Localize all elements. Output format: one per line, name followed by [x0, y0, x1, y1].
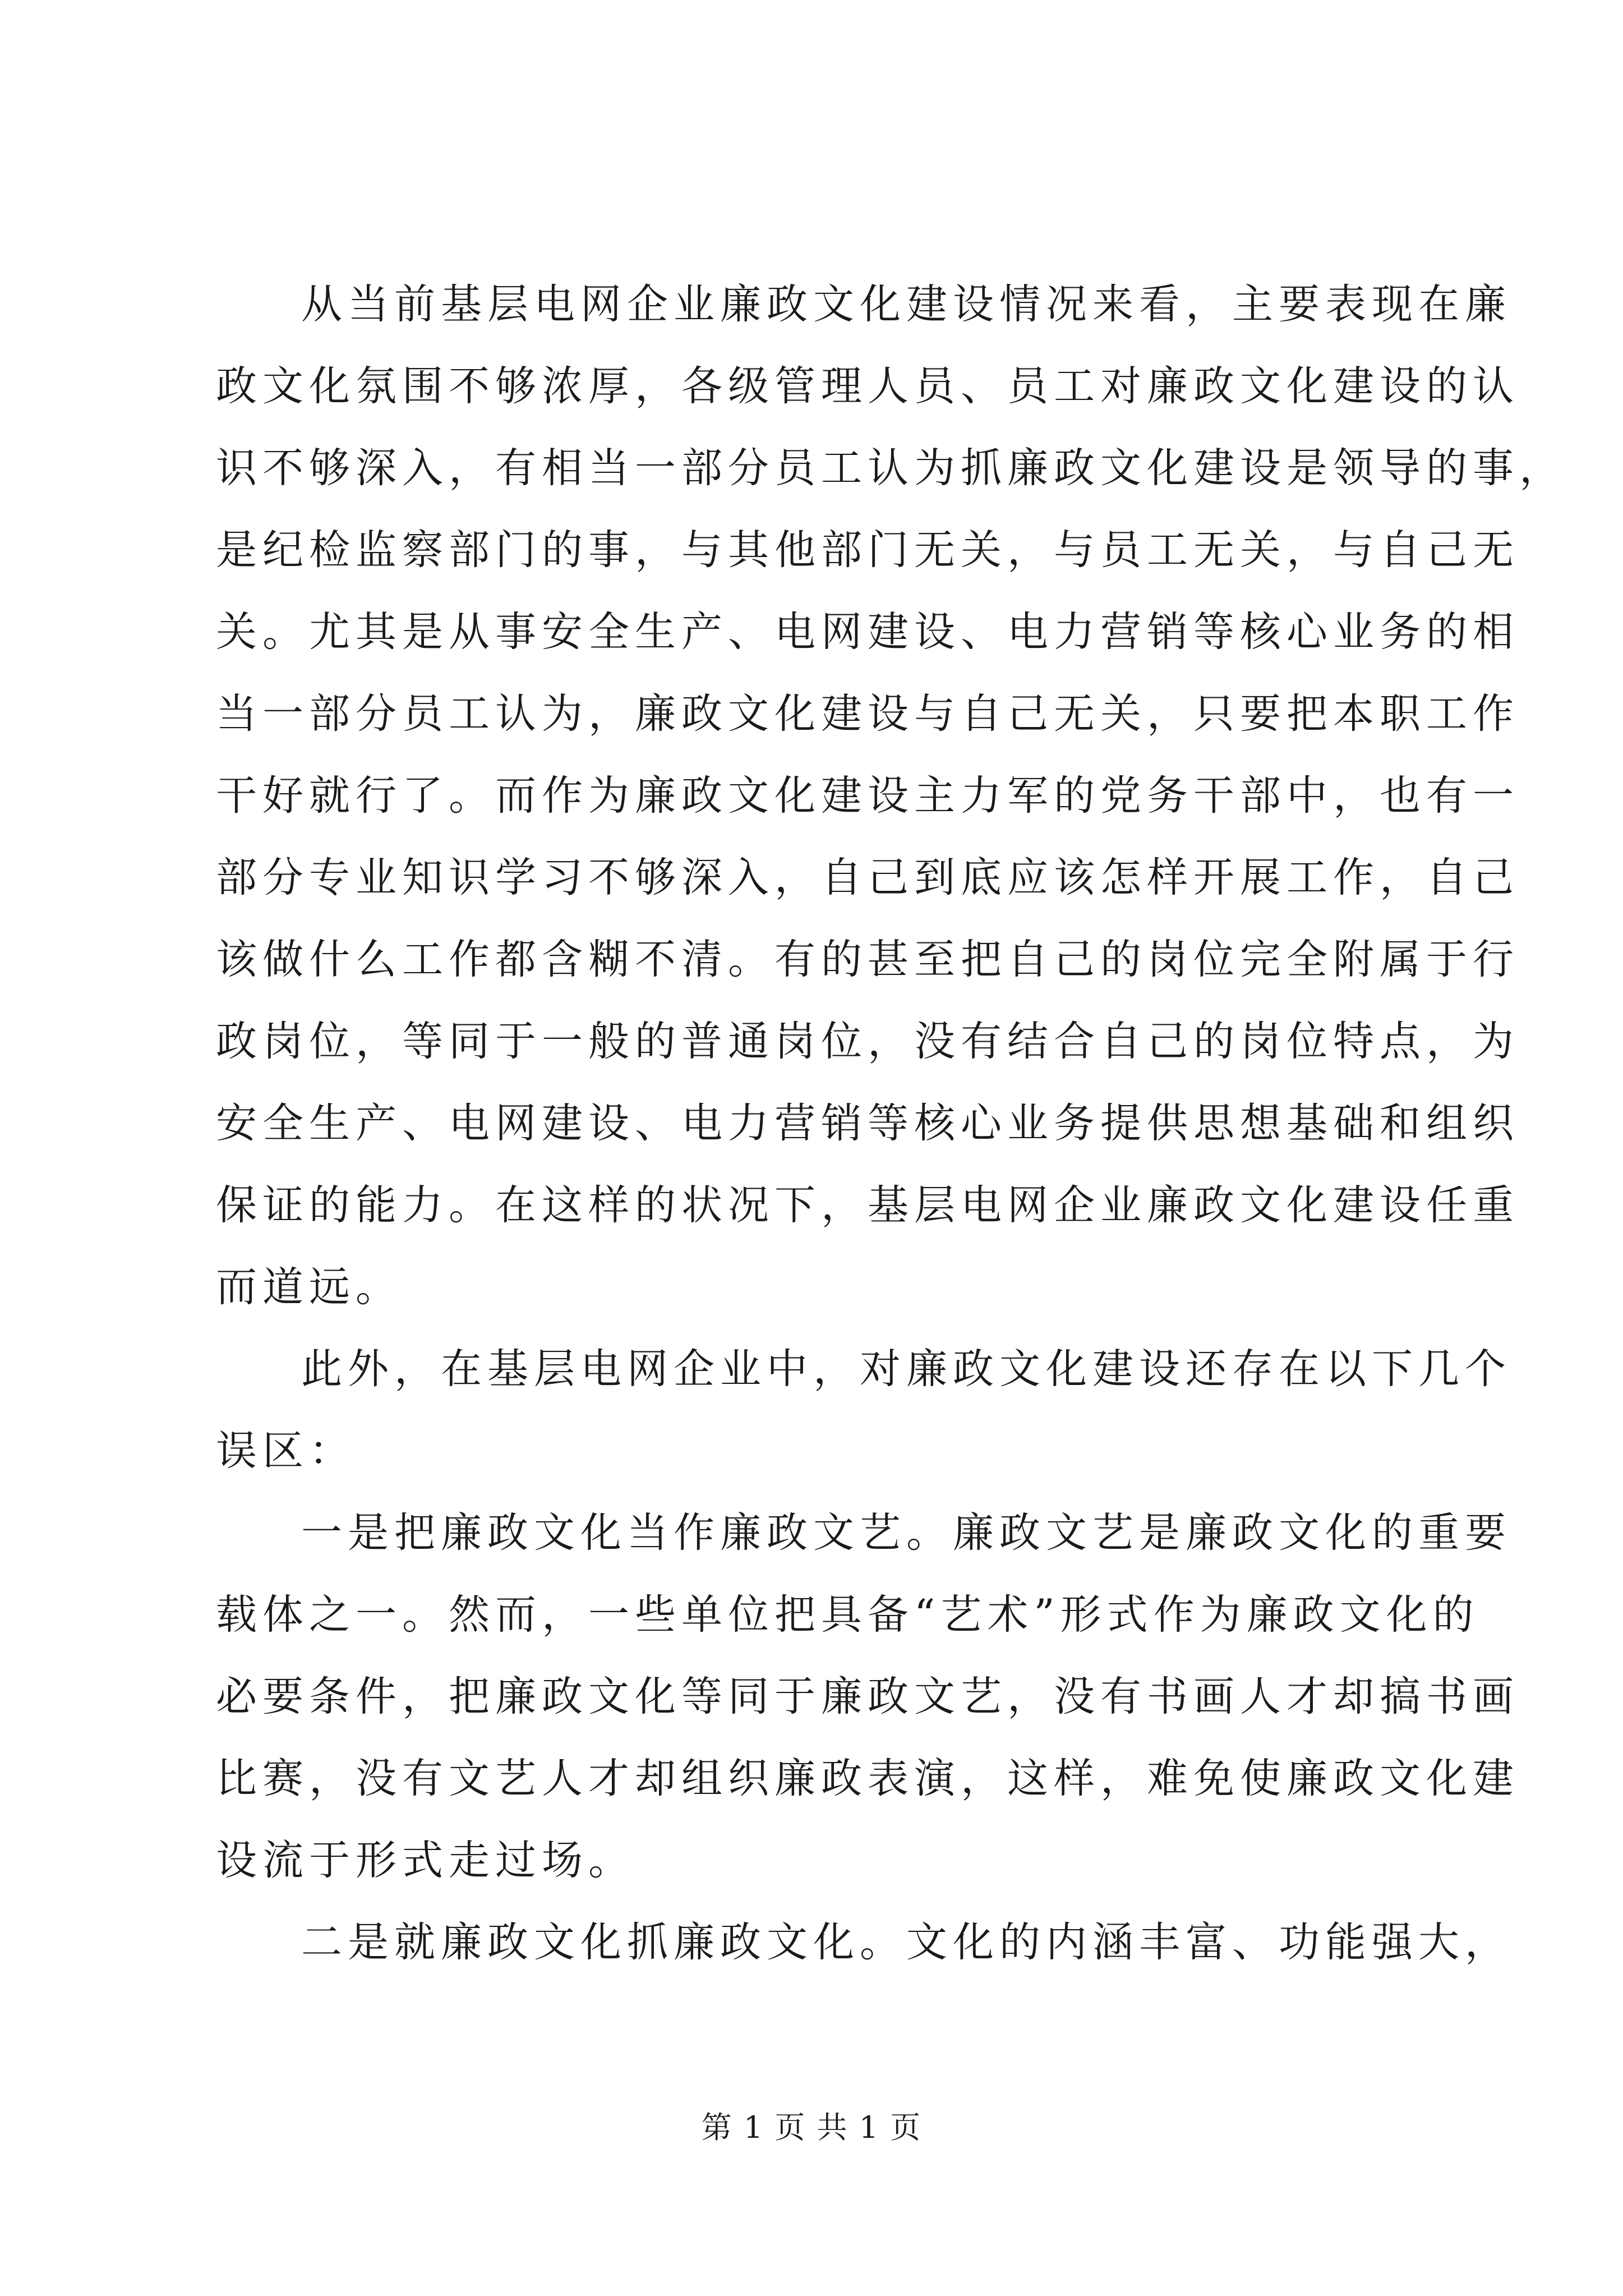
- body-text: [216, 264, 1566, 1984]
- paragraph-line: 比赛，没有文艺人才却组织廉政表演，这样，难免使廉政文化建: [216, 1755, 1519, 1802]
- paragraph-line: 该做什么工作都含糊不清。有的甚至把自己的岗位完全附属于行: [216, 936, 1519, 983]
- paragraph-line: 误区：: [216, 1427, 356, 1475]
- paragraph-line: 必要条件，把廉政文化等同于廉政文艺，没有书画人才却搞书画: [216, 1673, 1519, 1720]
- paragraph-line: 从当前基层电网企业廉政文化建设情况来看，主要表现在廉: [301, 280, 1511, 328]
- paragraph-line: 部分专业知识学习不够深入，自己到底应该怎样开展工作，自己: [216, 854, 1519, 901]
- paragraph-line: 安全生产、电网建设、电力营销等核心业务提供思想基础和组织: [216, 1099, 1519, 1147]
- paragraph-line: 载体之一。然而，一些单位把具备“艺术”形式作为廉政文化的: [216, 1591, 1479, 1639]
- paragraph-line: 是纪检监察部门的事，与其他部门无关，与员工无关，与自己无: [216, 526, 1519, 574]
- paragraph-line: 关。尤其是从事安全生产、电网建设、电力营销等核心业务的相: [216, 608, 1519, 656]
- paragraph-line: 保证的能力。在这样的状况下，基层电网企业廉政文化建设任重: [216, 1181, 1519, 1229]
- paragraph-line: 设流于形式走过场。: [216, 1837, 635, 1884]
- page-number-footer: 第 1 页 共 1 页: [701, 2110, 922, 2145]
- paragraph-line: 识不够深入，有相当一部分员工认为抓廉政文化建设是领导的事，: [216, 444, 1566, 492]
- paragraph-line: 而道远。: [216, 1263, 402, 1311]
- paragraph-line: 政文化氛围不够浓厚，各级管理人员、员工对廉政文化建设的认: [216, 362, 1519, 410]
- paragraph-line: 当一部分员工认为，廉政文化建设与自己无关，只要把本职工作: [216, 690, 1519, 738]
- paragraph-line: 干好就行了。而作为廉政文化建设主力军的党务干部中，也有一: [216, 772, 1519, 820]
- paragraph-line: 二是就廉政文化抓廉政文化。文化的内涵丰富、功能强大，: [301, 1918, 1511, 1966]
- paragraph-line: 政岗位，等同于一般的普通岗位，没有结合自己的岗位特点，为: [216, 1018, 1519, 1065]
- paragraph-line: 一是把廉政文化当作廉政文艺。廉政文艺是廉政文化的重要: [301, 1509, 1511, 1557]
- paragraph-line: 此外，在基层电网企业中，对廉政文化建设还存在以下几个: [301, 1345, 1511, 1393]
